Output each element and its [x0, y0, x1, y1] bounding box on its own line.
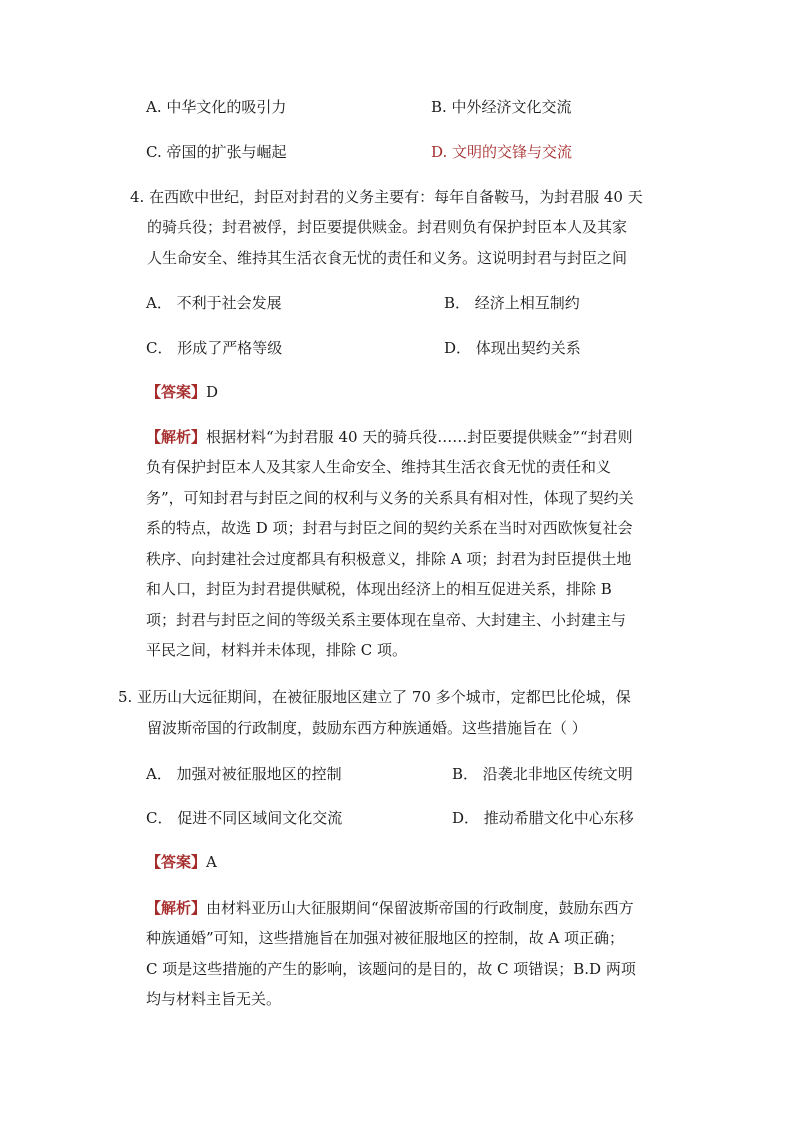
- q3-option-c: C. 帝国的扩张与崛起: [146, 143, 287, 161]
- q5-analysis-line-3: C 项是这些措施的产生的影响，该题问的是目的，故 C 项错误；B.D 两项: [146, 960, 636, 978]
- q4-analysis-line-6: 和人口，封臣为封君提供赋税，体现出经济上的相互促进关系，排除 B: [146, 580, 612, 598]
- q5-analysis-text-1: 由材料亚历山大征服期间“保留波斯帝国的行政制度，鼓励东西方: [206, 899, 634, 917]
- q5-analysis-tag: 【解析】: [146, 899, 207, 917]
- q5-option-d: D． 推动希腊文化中心东移: [452, 809, 634, 827]
- q5-answer: [146, 852, 217, 872]
- q4-option-c: C． 形成了严格等级: [146, 339, 283, 357]
- q3-option-b: B. 中外经济文化交流: [431, 98, 572, 116]
- q5-stem-line-2: 留波斯帝国的行政制度，鼓励东西方种族通婚。这些措施旨在（ ）: [147, 719, 587, 737]
- q5-stem-line-1: 5. 亚历山大远征期间，在被征服地区建立了 70 多个城市，定都巴比伦城，保: [118, 688, 631, 706]
- q3-option-d: D. 文明的交锋与交流: [431, 143, 573, 161]
- q4-analysis-tag: 【解析】: [146, 428, 207, 446]
- q5-analysis-line-2: 种族通婚”可知，这些措施旨在加强对被征服地区的控制，故 A 项正确；: [146, 929, 625, 947]
- q4-answer-value: D: [206, 383, 219, 401]
- q5-option-a: A． 加强对被征服地区的控制: [146, 765, 342, 783]
- q4-answer: [146, 382, 218, 402]
- q4-analysis-line-8: 平民之间，材料并未体现，排除 C 项。: [146, 641, 408, 659]
- q5-answer-value: A: [206, 853, 217, 871]
- q4-stem-line-2: 的骑兵役；封君被俘，封臣要提供赎金。封君则负有保护封臣本人及其家: [147, 218, 628, 236]
- q4-stem-line-3: 人生命安全、维持其生活衣食无忧的责任和义务。这说明封君与封臣之间: [147, 249, 628, 267]
- q4-analysis-line-7: 项；封君与封臣之间的等级关系主要体现在皇帝、大封建主、小封建主与: [146, 611, 627, 629]
- q3-option-a: A. 中华文化的吸引力: [146, 98, 287, 116]
- q4-analysis-text-1: 根据材料“为封君服 40 天的骑兵役……封臣要提供赎金”“封君则: [206, 428, 633, 446]
- q4-analysis-line-3: 务”，可知封君与封臣之间的权利与义务的关系具有相对性，体现了契约关: [146, 489, 634, 507]
- q4-analysis-line-1: [146, 427, 633, 447]
- q5-analysis-line-4: 均与材料主旨无关。: [146, 990, 282, 1008]
- q4-option-a: A． 不利于社会发展: [146, 294, 282, 312]
- q4-analysis-line-4: 系的特点，故选 D 项；封君与封臣之间的契约关系在当时对西欧恢复社会: [146, 519, 633, 537]
- q4-option-d: D． 体现出契约关系: [444, 339, 581, 357]
- q4-answer-tag: 【答案】: [146, 383, 207, 401]
- q5-analysis-line-1: [146, 898, 634, 918]
- q4-analysis-line-5: 秩序、向封建社会过度都具有积极意义，排除 A 项；封君为封臣提供土地: [146, 550, 632, 568]
- q5-option-c: C． 促进不同区域间文化交流: [146, 809, 343, 827]
- q5-answer-tag: 【答案】: [146, 853, 207, 871]
- q5-option-b: B． 沿袭北非地区传统文明: [452, 765, 633, 783]
- q4-stem-line-1: 4. 在西欧中世纪，封臣对封君的义务主要有：每年自备鞍马，为封君服 40 天: [130, 188, 643, 206]
- q4-analysis-line-2: 负有保护封臣本人及其家人生命安全、维持其生活衣食无忧的责任和义: [146, 458, 612, 476]
- q4-option-b: B． 经济上相互制约: [444, 294, 580, 312]
